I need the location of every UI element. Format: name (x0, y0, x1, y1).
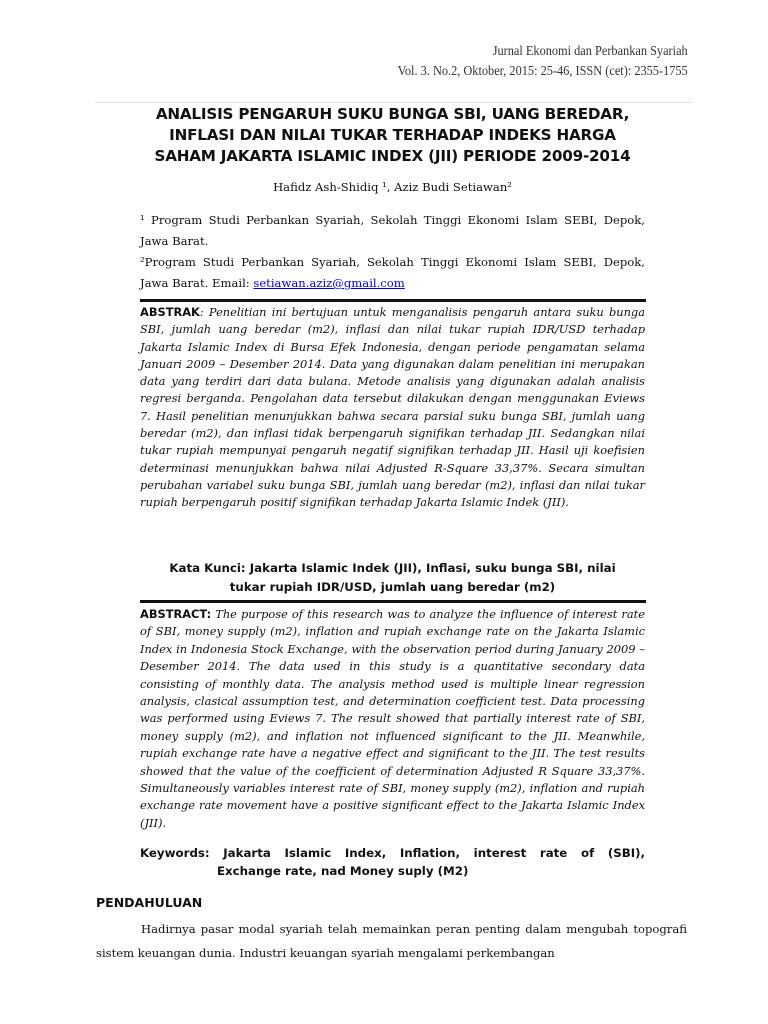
affiliation-2 (140, 252, 645, 294)
kata-kunci (140, 559, 645, 597)
author-list: Hafidz Ash-Shidiq ¹, Aziz Budi Setiawan² (273, 180, 512, 194)
affiliations (140, 210, 645, 294)
journal-name: Jurnal Ekonomi dan Perbankan Syariah (492, 44, 688, 59)
title-line: INFLASI DAN NILAI TUKAR TERHADAP INDEKS HARGA (169, 126, 616, 144)
intro-paragraph: Hadirnya pasar modal syariah telah memainkan peran penting dalam mengubah topografi sistem keuangan dunia. Industri keuangan syariah mengalami perkembangan (96, 922, 687, 960)
abstract-body: The purpose of this research was to analyze the influence of interest rate of SBI, money supply (m2), inflation and rupiah exchange rate on the Jakarta Islamic Index in Indonesia Stock Exchange, with the observation period during January 2009 – Desember 2014. The data used in this study is a quantitative secondary data consisting of monthly data. The analysis method used is multiple linear regression analysis, clasical assumption test, and determination coefficient test. Data processing was performed using Eviews 7. The result showed that partially interest rate of SBI, money supply (m2), and inflation not influenced significant to the JII. Meanwhile, rupiah exchange rate have a negative effect and significant to the JII. The test results showed that the value of the coefficient of determination Adjusted R Square 33,37%. Simultaneously variables interest rate of SBI, money supply (m2), inflation and rupiah exchange rate movement have a positive significant effect to the Jakarta Islamic Index (JII). (140, 607, 645, 830)
title-line: SAHAM JAKARTA ISLAMIC INDEX (JII) PERIODE 2009-2014 (154, 147, 631, 165)
abstrak-label: ABSTRAK (140, 305, 200, 319)
keywords-line: Keywords: Jakarta Islamic Index, Inflation, interest rate of (SBI), (140, 846, 645, 860)
header-divider (95, 102, 692, 103)
abstract-label: ABSTRACT: (140, 607, 212, 621)
abstract-block (140, 606, 645, 832)
affiliation-1: ¹ Program Studi Perbankan Syariah, Sekolah Tinggi Ekonomi Islam SEBI, Depok, Jawa Barat. (140, 213, 645, 248)
abstrak-top-rule (140, 299, 646, 302)
kata-kunci-line: tukar rupiah IDR/USD, jumlah uang beredar (m2) (229, 580, 556, 594)
section-heading: PENDAHULUAN (96, 895, 203, 910)
affiliation-2-text: ²Program Studi Perbankan Syariah, Sekolah Tinggi Ekonomi Islam SEBI, Depok, Jawa Barat. Email: (140, 255, 645, 290)
running-header (398, 42, 688, 82)
journal-volume: Vol. 3. No.2, Oktober, 2015: 25-46, ISSN (cet): 2355-1755 (397, 64, 688, 79)
paper-title (95, 104, 690, 167)
email-link[interactable]: setiawan.aziz@gmail.com (253, 276, 405, 290)
title-line: ANALISIS PENGARUH SUKU BUNGA SBI, UANG BEREDAR, (155, 105, 630, 123)
keywords-line: Exchange rate, nad Money suply (M2) (217, 864, 469, 878)
keywords (140, 844, 645, 880)
abstrak-body: : Penelitian ini bertujuan untuk menganalisis pengaruh antara suku bunga SBI, jumlah uang beredar (m2), inflasi dan nilai tukar rupiah IDR/USD terhadap Jakarta Islamic Index di Bursa Efek Indonesia, dengan periode pengamatan selama Januari 2009 – Desember 2014. Data yang digunakan dalam penelitian ini merupakan data yang terdiri dari data bulana. Metode analisis yang digunakan adalah analisis regresi berganda. Pengolahan data tersebut dilakukan dengan menggunakan Eviews 7. Hasil penelitian menunjukkan bahwa secara parsial suku bunga SBI, jumlah uang beredar (m2), dan inflasi tidak berpengaruh signifikan terhadap JII. Sedangkan nilai tukar rupiah mempunyai pengaruh negatif signifikan terhadap JII. Hasil uji koefisien determinasi menunjukkan bahwa nilai Adjusted R-Square 33,37%. Secara simultan perubahan variabel suku bunga SBI, jumlah uang beredar (m2), inflasi dan nilai tukar rupiah berpengaruh positif signifikan terhadap Jakarta Islamic Indek (JII). (140, 305, 645, 510)
abstrak-block (140, 304, 645, 512)
abstract-top-rule (140, 600, 646, 603)
kata-kunci-line: Kata Kunci: Jakarta Islamic Indek (JII), Inflasi, suku bunga SBI, nilai (169, 561, 616, 575)
